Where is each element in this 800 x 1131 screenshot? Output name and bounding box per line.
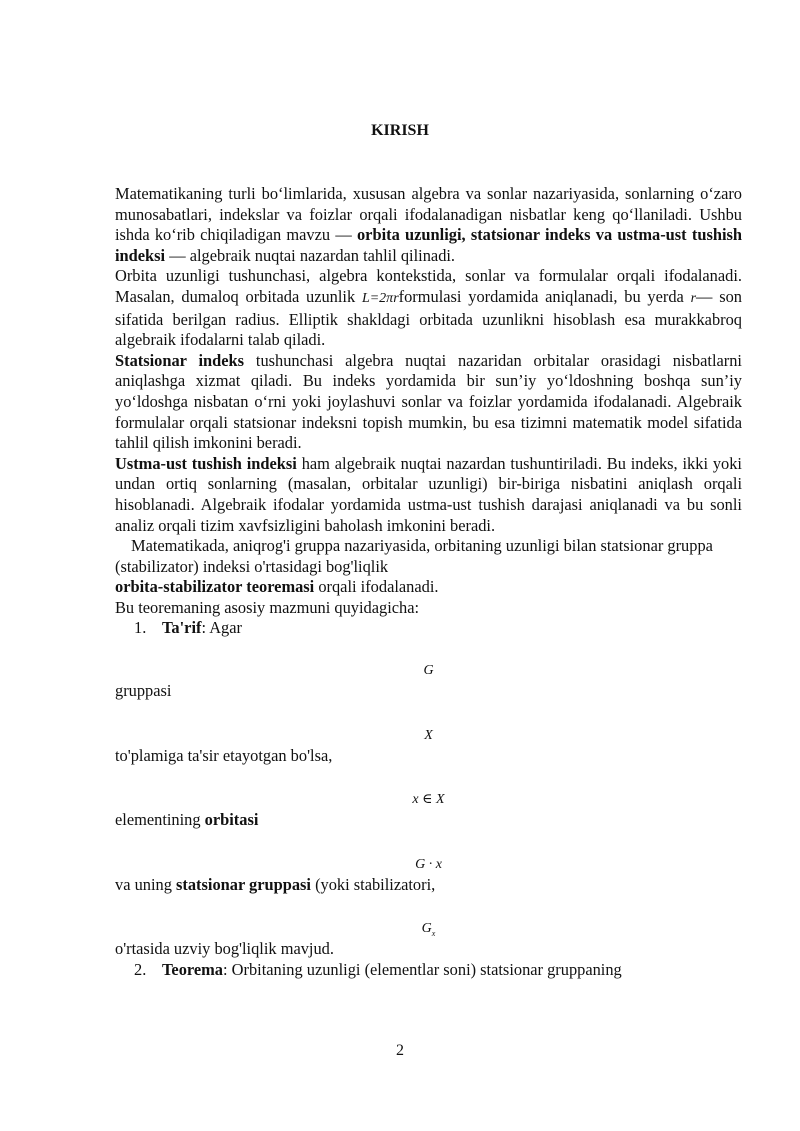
page-title: KIRISH	[371, 122, 429, 139]
text-span: tushunchasi algebra nuqtai nazaridan orbitalar orasidagi nisbatlarni aniqlashga xizmat qiladi. Bu indeks yordamida bir sun’iy yo‘ldoshning boshqa sun’iy yo‘ldoshga nisbatan o‘rni yoki joylashuvi sonlar va foizlar yordamida ifodalanadi. Algebraik formulalar orqali statsionar indeksni topish mumkin, bu esa tizimni matematik model sifatida tahlil qilish imkonini beradi.	[115, 350, 742, 453]
bold-term: statsionar gruppasi	[176, 874, 311, 894]
bold-term: Ta'rif	[162, 618, 202, 638]
text-span: formulasi yordamida aniqlanadi, bu yerda	[398, 286, 691, 306]
bold-term: Ustma-ust tushish indeksi	[115, 453, 297, 473]
formula-subscript: x	[431, 929, 436, 939]
text-span: Orbita uzunligi tushunchasi, algebra kontekstida, sonlar va formulalar orqali ifodalanadi. Masalan, dumaloq orbitada uzunlik	[115, 266, 742, 306]
text-gruppasi: gruppasi	[115, 681, 172, 701]
paragraph-stationary-index	[115, 351, 742, 454]
text-relation: o'rtasida uzviy bog'liqlik mavjud.	[115, 939, 334, 959]
text-span: Matematikaning turli bo‘limlarida, xususan algebra va sonlar nazariyasida, sonlarning o‘zaro munosabatlari, indekslar va foizlar orqali ifodalanadigan nisbatlar keng qo‘llaniladi. Ushbu ishda ko‘rib chiqiladigan mavzu —	[115, 184, 742, 245]
text-span: orqali ifodalanadi.	[314, 577, 439, 597]
formula-G: G	[423, 663, 434, 679]
bold-term: orbita uzunligi, statsionar indeks va ustma-ust tushish indeksi	[115, 225, 742, 265]
text-span: — algebraik nuqtai nazardan tahlil qilinadi.	[165, 245, 456, 265]
document-body	[115, 184, 742, 981]
paragraph-overlap-index	[115, 454, 742, 536]
text-span: : Agar	[201, 618, 242, 638]
text-element-orbit	[115, 810, 742, 831]
text-span: (yoki stabilizatori,	[310, 874, 436, 894]
text-toplam: to'plamiga ta'sir etayotgan bo'lsa,	[115, 745, 333, 765]
formula-X: X	[424, 727, 433, 743]
paragraph-group-theory	[115, 536, 742, 598]
list-item-definition	[115, 618, 742, 639]
formula-x-in-X: x ∈ X	[412, 792, 445, 808]
text-span: va uning	[115, 874, 177, 894]
bold-term: orbitasi	[204, 810, 259, 830]
list-item-theorem	[115, 960, 742, 981]
list-number: 2.	[134, 960, 147, 980]
paragraph-theorem-intro: Bu teoremaning asosiy mazmuni quyidagicha:	[115, 597, 420, 617]
text-span: elementining	[115, 810, 205, 830]
text-span: ham algebraik nuqtai nazardan tushuntiriladi. Bu indeks, ikki yoki undan ortiq sonlarning (masalan, orbitalar uzunligi) bir-biriga nisbatini aniqlash orqali hisoblanadi. Algebraik ifodalar yordamida ustma-ust tushish darajasi aniqlanadi va bu sonli analiz orqali tizim xavfsizligini baholash imkonini beradi.	[115, 453, 742, 535]
paragraph-orbit-length	[115, 266, 742, 350]
text-span: Matematikada, aniqrog'i gruppa nazariyasida, orbitaning uzunligi bilan statsionar gruppa (stabilizator) indeksi o'rtasidagi bog'liqlik	[115, 536, 713, 576]
formula-base: G	[421, 921, 432, 937]
text-span: : Orbitaning uzunligi (elementlar soni) statsionar gruppaning	[223, 960, 622, 980]
bold-term: Teorema	[162, 960, 223, 980]
text-span: — son sifatida berilgan radius. Elliptik shakldagi orbitada uzunlikni hisoblash esa murakkabroq algebraik ifodalarni talab qiladi.	[115, 286, 742, 350]
paragraph-intro	[115, 184, 742, 266]
inline-variable: r	[690, 290, 697, 306]
inline-formula: L=2πr	[361, 290, 399, 306]
text-stationary-group	[115, 875, 742, 896]
bold-term: Statsionar indeks	[115, 350, 245, 370]
page-number: 2	[396, 1042, 404, 1059]
bold-term: orbita-stabilizator teoremasi	[115, 577, 315, 597]
formula-G-dot-x: G · x	[415, 856, 442, 872]
formula-G-sub-x	[115, 919, 742, 939]
list-number: 1.	[134, 618, 147, 638]
